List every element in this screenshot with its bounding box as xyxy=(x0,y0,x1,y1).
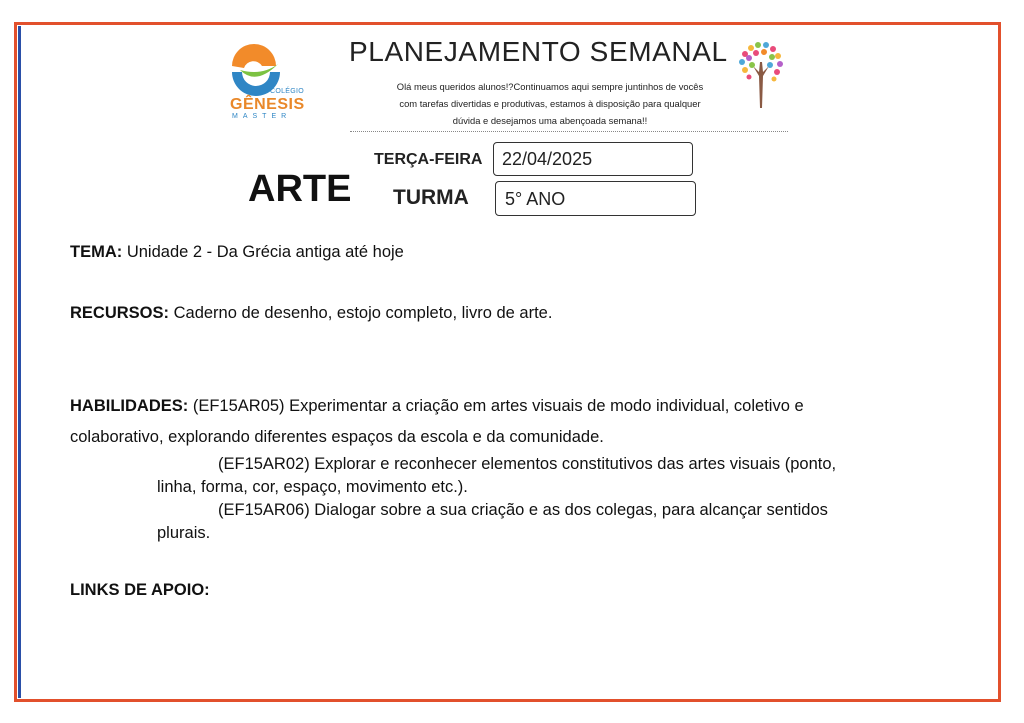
greeting-line: com tarefas divertidas e produtivas, estamos à disposição para qualquer xyxy=(399,98,701,109)
page-title: PLANEJAMENTO SEMANAL xyxy=(349,36,728,67)
greeting-text xyxy=(374,78,726,129)
habilidades-label: HABILIDADES: xyxy=(70,397,189,415)
greeting-line: dúvida e desejamos uma abençoada semana!! xyxy=(452,115,648,126)
recursos-label: RECURSOS: xyxy=(70,304,170,322)
divider xyxy=(350,131,788,132)
day-label: TERÇA-FEIRA xyxy=(374,151,483,168)
links-line xyxy=(70,581,210,600)
logo-text-master: MASTER xyxy=(232,113,292,120)
habilidades-text: plurais. xyxy=(157,524,211,542)
logo-text-colegio: COLÉGIO xyxy=(270,88,304,95)
habilidades-text: (EF15AR05) Experimentar a criação em artes visuais de modo individual, coletivo e xyxy=(192,397,804,415)
logo-text-genesis: GÊNESIS xyxy=(230,96,305,113)
subject-title: ARTE xyxy=(248,168,352,210)
recursos-line xyxy=(70,304,552,323)
date-field: 22/04/2025 xyxy=(493,142,693,176)
tree-icon xyxy=(736,40,786,110)
links-label: LINKS DE APOIO: xyxy=(70,581,210,599)
habilidades-text: linha, forma, cor, espaço, movimento etc.). xyxy=(157,478,468,496)
tema-label: TEMA: xyxy=(70,243,123,261)
class-label: TURMA xyxy=(393,186,469,209)
tema-line xyxy=(70,243,404,262)
greeting-line: Olá meus queridos alunos!?Continuamos aqui sempre juntinhos de vocês xyxy=(396,81,704,92)
habilidades-line xyxy=(70,397,804,416)
habilidades-text: colaborativo, explorando diferentes espaços da escola e da comunidade. xyxy=(70,428,604,446)
habilidades-text: (EF15AR06) Dialogar sobre a sua criação e as dos colegas, para alcançar sentidos xyxy=(218,501,828,519)
frame-blue-accent xyxy=(18,26,21,698)
tema-value: Unidade 2 - Da Grécia antiga até hoje xyxy=(126,243,404,261)
recursos-value: Caderno de desenho, estojo completo, livro de arte. xyxy=(173,304,553,322)
class-field: 5° ANO xyxy=(495,181,696,216)
habilidades-text: (EF15AR02) Explorar e reconhecer elementos constitutivos das artes visuais (ponto, xyxy=(218,455,837,473)
